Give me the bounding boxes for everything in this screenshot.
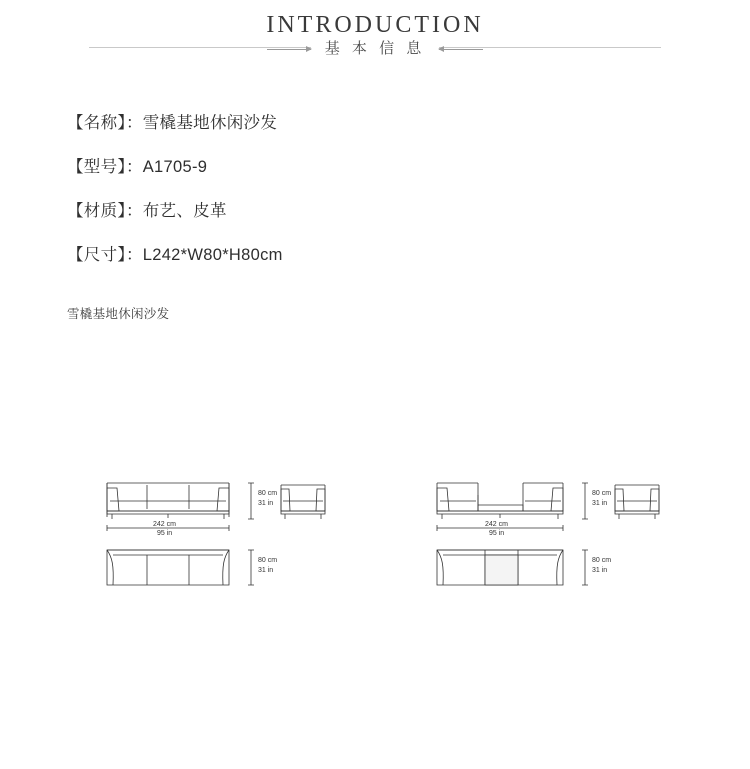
- spec-label: 【名称】：: [67, 114, 143, 132]
- arrow-left-icon: [267, 49, 311, 50]
- right-top-height-dim: [582, 550, 588, 585]
- spec-label: 【材质】：: [67, 202, 143, 220]
- arrow-right-icon: [439, 49, 483, 50]
- page-subtitle: 基 本 信 息: [311, 38, 440, 60]
- left-width-in: 95 in: [157, 530, 173, 537]
- right-width-cm: 242 cm: [485, 521, 508, 528]
- left-front-height-dim: [248, 483, 254, 519]
- left-width-cm: 242 cm: [153, 521, 176, 528]
- spec-value: 雪橇基地休闲沙发: [142, 114, 278, 132]
- dimension-diagrams: [0, 465, 750, 625]
- right-top-height-cm: 80 cm: [592, 557, 612, 564]
- right-top-table-panel: [485, 555, 518, 585]
- header-subtitle-row: [0, 38, 750, 60]
- product-caption: 雪橇基地休闲沙发: [67, 307, 170, 321]
- right-width-in: 95 in: [489, 530, 505, 537]
- right-front-height-in: 31 in: [592, 500, 608, 507]
- spec-value: L242*W80*H80cm: [142, 246, 283, 264]
- left-top-height-in: 31 in: [258, 567, 274, 574]
- diagram-svg: [0, 465, 750, 625]
- page-title: INTRODUCTION: [266, 12, 484, 38]
- left-top-view: [107, 550, 229, 585]
- left-front-elevation: [107, 483, 229, 519]
- left-top-height-cm: 80 cm: [258, 557, 278, 564]
- left-front-height-in: 31 in: [258, 500, 274, 507]
- spec-value: A1705-9: [142, 158, 208, 176]
- spec-label: 【尺寸】：: [67, 246, 143, 264]
- spec-row: [67, 112, 750, 134]
- spec-row: [67, 156, 750, 178]
- right-front-single-chair: [615, 485, 659, 519]
- page-header: [0, 0, 750, 60]
- spec-value: 布艺、皮革: [142, 202, 227, 220]
- right-top-height-in: 31 in: [592, 567, 608, 574]
- spec-row: [67, 200, 750, 222]
- right-front-height-cm: 80 cm: [592, 490, 612, 497]
- left-front-single-chair: [281, 485, 325, 519]
- spec-label: 【型号】：: [67, 158, 143, 176]
- spec-list: [0, 112, 750, 266]
- right-front-elevation: [437, 483, 563, 519]
- left-front-height-cm: 80 cm: [258, 490, 278, 497]
- right-front-height-dim: [582, 483, 588, 519]
- spec-row: [67, 244, 750, 266]
- left-top-height-dim: [248, 550, 254, 585]
